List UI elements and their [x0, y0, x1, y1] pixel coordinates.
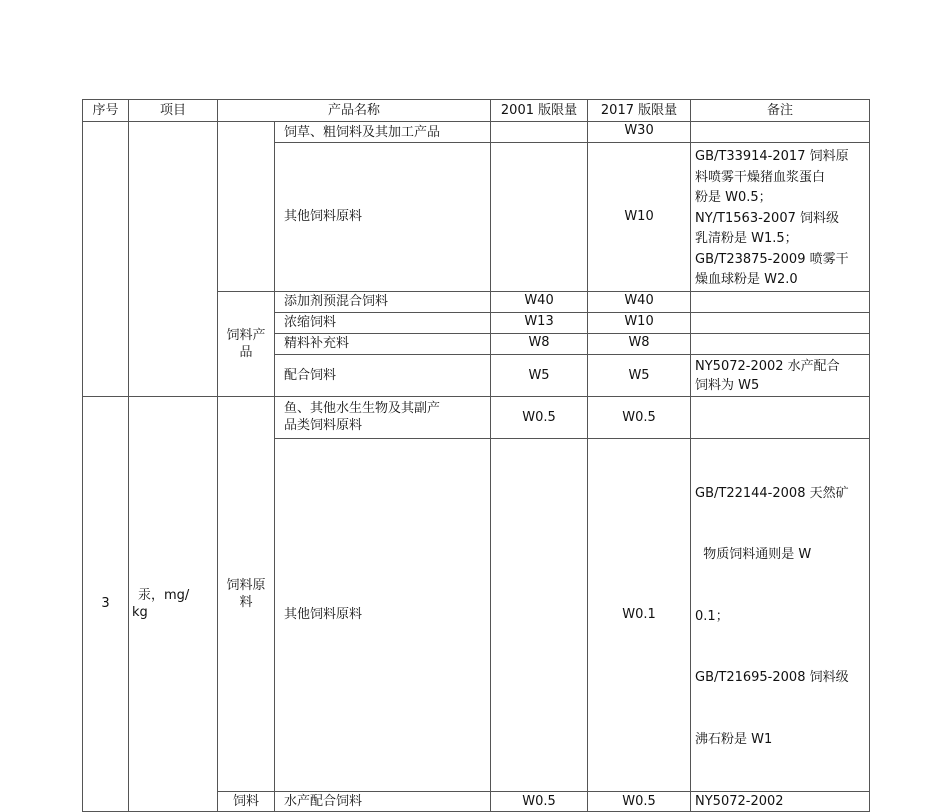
limit-2001: W13 — [491, 312, 588, 333]
limit-2017: W5 — [588, 354, 691, 396]
remarks — [691, 291, 870, 312]
limit-2017: W0.5 — [588, 396, 691, 438]
limit-2017: W30 — [588, 122, 691, 143]
remarks — [691, 312, 870, 333]
remarks-line: 乳清粉是 W1.5； — [695, 231, 798, 246]
table-row — [83, 396, 870, 438]
group-label-feed-raw — [218, 396, 275, 792]
group-label-line: 饲料原 — [226, 577, 266, 593]
remarks — [691, 122, 870, 143]
item-name-line: kg — [132, 604, 148, 620]
limit-2017: W40 — [588, 291, 691, 312]
limit-2001: W8 — [491, 333, 588, 354]
limit-2017: W10 — [588, 312, 691, 333]
header-product-name: 产品名称 — [218, 100, 491, 122]
product-name: 其他饲料原料 — [275, 438, 491, 792]
limit-2001 — [491, 438, 588, 792]
product-name — [275, 396, 491, 438]
product-name: 添加剂预混合饲料 — [275, 291, 491, 312]
remarks-line: GB/T22144-2008 天然矿 — [695, 485, 849, 501]
group-label-feed-product — [218, 291, 275, 396]
product-name: 其他饲料原料 — [275, 143, 491, 292]
product-name: 水产配合饲料 — [275, 792, 491, 812]
limit-2017: W0.1 — [588, 438, 691, 792]
seq-number: 3 — [83, 396, 129, 812]
limit-2001: W0.5 — [491, 396, 588, 438]
remarks-line: GB/T21695-2008 饲料级 — [695, 670, 849, 685]
header-item: 项目 — [129, 100, 218, 122]
group-label-line: 料 — [239, 594, 253, 610]
group-label-line: 饲料产 — [226, 327, 266, 343]
limit-2001 — [491, 143, 588, 292]
group-label-feed: 饲料 — [218, 792, 275, 812]
remarks — [691, 438, 870, 792]
limit-2017: W8 — [588, 333, 691, 354]
product-name: 配合饲料 — [275, 354, 491, 396]
mercury-limits-table — [82, 99, 870, 812]
limit-2017: W0.5 — [588, 792, 691, 812]
limit-2001: W40 — [491, 291, 588, 312]
remarks — [691, 333, 870, 354]
limit-2001 — [491, 122, 588, 143]
remarks-line: 饲料为 W5 — [695, 377, 760, 393]
product-name: 精料补充料 — [275, 333, 491, 354]
group-label-line: 品 — [239, 344, 253, 360]
remarks-line: GB/T33914-2017 饲料原 — [695, 149, 849, 164]
item-name — [129, 396, 218, 812]
product-name-line: 鱼、其他水生生物及其副产 — [284, 401, 441, 416]
remarks-line: 0.1； — [695, 608, 729, 624]
header-remarks: 备注 — [691, 100, 870, 122]
item-cell-empty — [129, 122, 218, 397]
product-name: 浓缩饲料 — [275, 312, 491, 333]
item-name-line: 汞，mg/ — [138, 587, 190, 603]
remarks-line: 粉是 W0.5； — [695, 190, 772, 205]
remarks-line: NY5072-2002 水产配合 — [695, 358, 840, 374]
limit-2017: W10 — [588, 143, 691, 292]
remarks — [691, 143, 870, 292]
remarks-line: 燥血球粉是 W2.0 — [695, 272, 798, 287]
remarks — [691, 396, 870, 438]
seq-cell-empty — [83, 122, 129, 397]
remarks-line: 料喷雾干燥猪血浆蛋白 — [695, 169, 826, 185]
group-cell-empty — [218, 122, 275, 292]
header-seq: 序号 — [83, 100, 129, 122]
limit-2001: W0.5 — [491, 792, 588, 812]
remarks-line: GB/T23875-2009 喷雾干 — [695, 251, 849, 267]
table-row — [83, 122, 870, 143]
header-row — [83, 100, 870, 122]
remarks-line: 物质饲料通则是 W — [695, 547, 812, 562]
product-name-line: 品类饲料原料 — [284, 418, 363, 433]
remarks: NY5072-2002 — [691, 792, 870, 812]
remarks — [691, 354, 870, 396]
header-limit-2001: 2001 版限量 — [491, 100, 588, 122]
header-limit-2017: 2017 版限量 — [588, 100, 691, 122]
limit-2001: W5 — [491, 354, 588, 396]
product-name: 饲草、粗饲料及其加工产品 — [275, 122, 491, 143]
remarks-line: 沸石粉是 W1 — [695, 731, 773, 747]
remarks-line: NY/T1563-2007 饲料级 — [695, 210, 839, 226]
